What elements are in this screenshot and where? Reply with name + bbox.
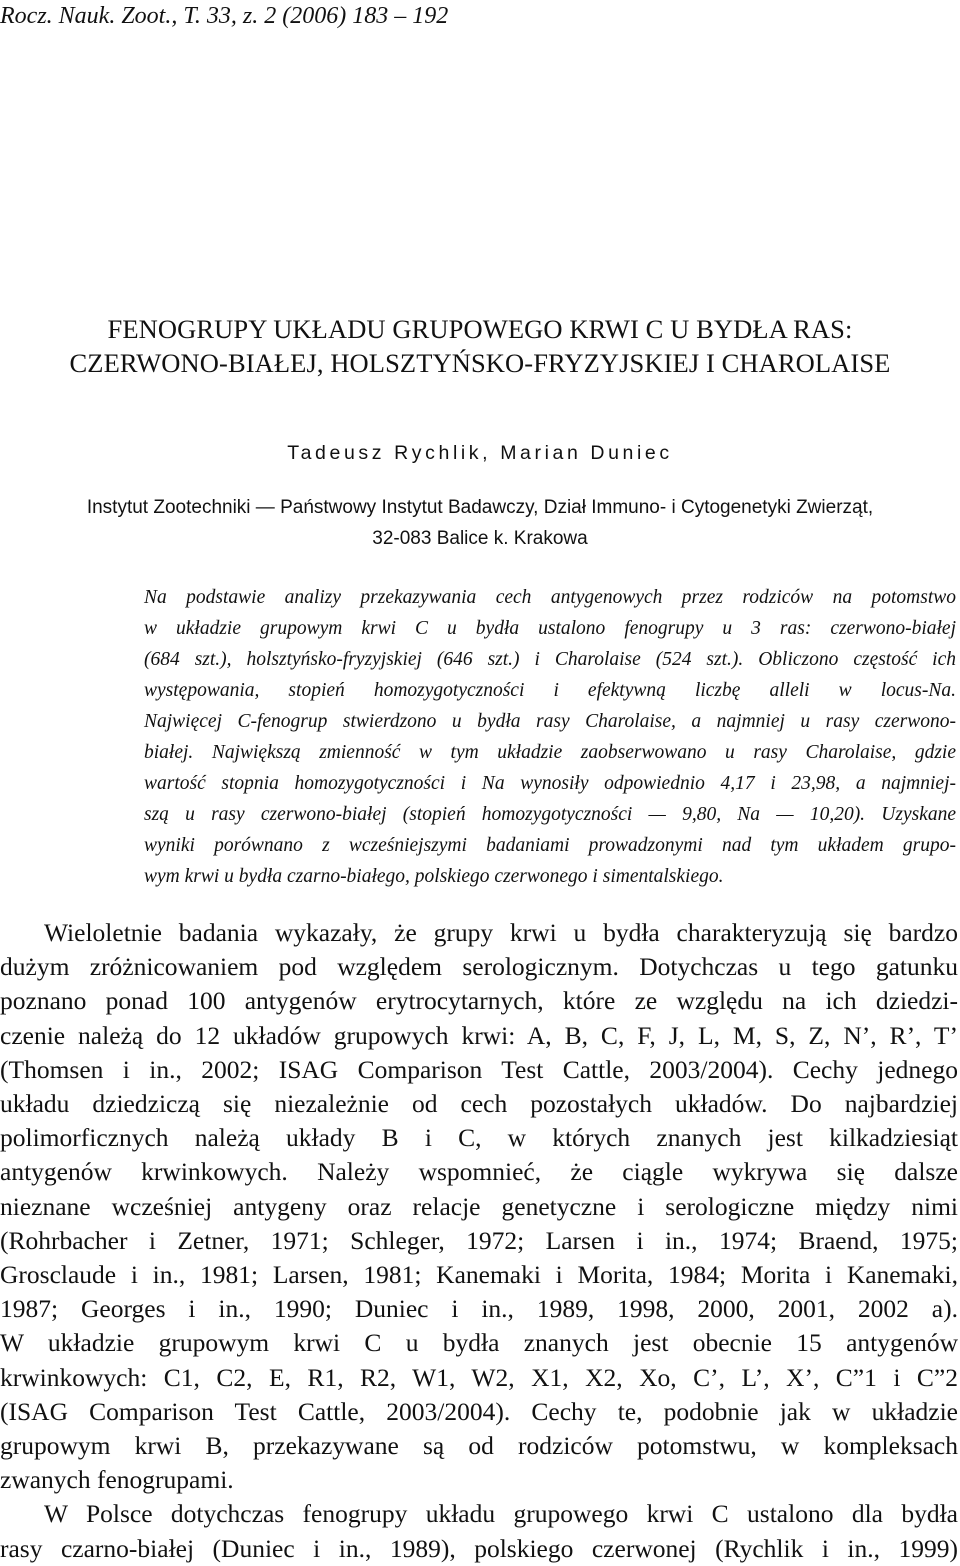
abstract-line: szą u rasy czerwono-białej (stopień homozygotyczności — 9,80, Na — 10,20). Uzyskane <box>144 804 956 825</box>
body-line: polimorficznych należą układy B i C, w których znanych jest kilkadziesiąt <box>0 1123 958 1153</box>
body-line: W układzie grupowym krwi C u bydła znanych jest obecnie 15 antygenów <box>0 1328 958 1358</box>
body-line: układu dziedziczą się niezależnie od cech pozostałych układów. Do najbardziej <box>0 1089 958 1119</box>
abstract-line: wartość stopnia homozygotyczności i Na wynosiły odpowiednio 4,17 i 23,98, a najmniej- <box>144 773 956 794</box>
body-line: nieznane wcześniej antygeny oraz relacje genetyczne i serologiczne między nimi <box>0 1191 958 1221</box>
body-line: rasy czarno-białej (Duniec i in., 1989), polskiego czerwonej (Rychlik i in., 1999) <box>0 1533 958 1563</box>
body-line: 1987; Georges i in., 1990; Duniec i in., 1989, 1998, 2000, 2001, 2002 a). <box>0 1294 958 1324</box>
body-line: zwanych fenogrupami. <box>0 1465 234 1495</box>
article-title <box>0 312 960 380</box>
affiliation-line: 32-083 Balice k. Krakowa <box>372 528 588 549</box>
abstract-line: Na podstawie analizy przekazywania cech antygenowych przez rodziców na potomstwo <box>144 587 956 608</box>
body-line: czenie należą do 12 układów grupowych krwi: A, B, C, F, J, L, M, S, Z, N’, R’, T’ <box>0 1020 958 1050</box>
abstract-line: (684 szt.), holsztyńsko-fryzyjskiej (646 szt.) i Charolaise (524 szt.). Obliczono częstość ich <box>144 649 956 670</box>
body-line: antygenów krwinkowych. Należy wspomnieć, że ciągle wykrywa się dalsze <box>0 1157 958 1187</box>
body-line: Grosclaude i in., 1981; Larsen, 1981; Kanemaki i Morita, 1984; Morita i Kanemaki, <box>0 1260 958 1290</box>
body-line: (Rohrbacher i Zetner, 1971; Schleger, 1972; Larsen i in., 1974; Braend, 1975; <box>0 1225 958 1255</box>
title-line: FENOGRUPY UKŁADU GRUPOWEGO KRWI C U BYDŁA RAS: <box>107 314 853 344</box>
abstract-line: występowania, stopień homozygotyczności i efektywną liczbę alleli w locus-Na. <box>144 680 956 701</box>
abstract-line: Najwięcej C-fenogrup stwierdzono u bydła rasy Charolaise, a najmniej u rasy czerwono- <box>144 711 956 732</box>
body-line: (Thomsen i in., 2002; ISAG Comparison Test Cattle, 2003/2004). Cechy jednego <box>0 1054 958 1084</box>
body-line: krwinkowych: C1, C2, E, R1, R2, W1, W2, X1, X2, Xo, C’, L’, X’, C”1 i C”2 <box>0 1362 958 1392</box>
title-line: CZERWONO-BIAŁEJ, HOLSZTYŃSKO-FRYZYJSKIEJ I CHAROLAISE <box>69 348 891 378</box>
body-text <box>0 916 958 1566</box>
body-line: grupowym krwi B, przekazywane są od rodziców potomstwu, w kompleksach <box>0 1431 958 1461</box>
body-line: dużym zróżnicowaniem pod względem serologicznym. Dotychczas u tego gatunku <box>0 952 958 982</box>
abstract-line: białej. Największą zmienność w tym układzie zaobserwowano u rasy Charolaise, gdzie <box>144 742 956 763</box>
abstract <box>144 582 956 892</box>
running-head: Rocz. Nauk. Zoot., T. 33, z. 2 (2006) 183 – 192 <box>0 3 449 29</box>
affiliation-line: Instytut Zootechniki — Państwowy Instytut Badawczy, Dział Immuno- i Cytogenetyki Zwierząt, <box>86 497 874 518</box>
body-line: Wieloletnie badania wykazały, że grupy krwi u bydła charakteryzują się bardzo <box>44 918 958 947</box>
abstract-line: wyniki porównano z wcześniejszymi badaniami prowadzonymi nad tym układem grupo- <box>144 835 956 856</box>
affiliation <box>0 492 960 554</box>
authors: Tadeusz Rychlik, Marian Duniec <box>287 442 673 464</box>
body-line: W Polsce dotychczas fenogrupy układu grupowego krwi C ustalono dla bydła <box>44 1499 958 1529</box>
abstract-line: wym krwi u bydła czarno-białego, polskiego czerwonego i simentalskiego. <box>144 866 724 887</box>
abstract-line: w układzie grupowym krwi C u bydła ustalono fenogrupy u 3 ras: czerwono-białej <box>144 618 956 639</box>
body-line: (ISAG Comparison Test Cattle, 2003/2004). Cechy te, podobnie jak w układzie <box>0 1396 958 1426</box>
body-line: poznano ponad 100 antygenów erytrocytarnych, które ze względu na ich dziedzi- <box>0 986 958 1016</box>
